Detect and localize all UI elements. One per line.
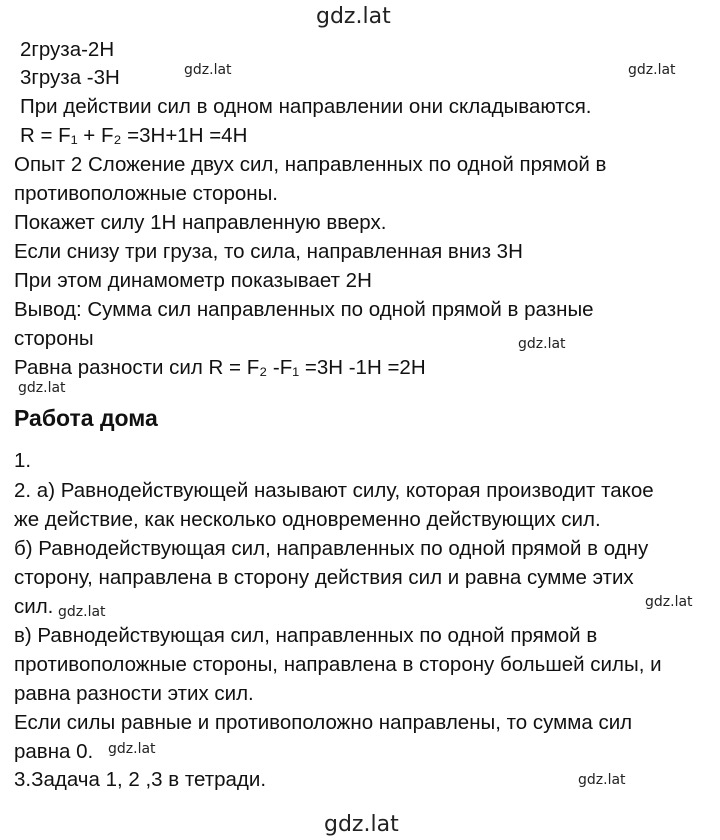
section-heading: Работа дома xyxy=(14,405,158,431)
hw-line-9: равна разности этих сил. xyxy=(14,682,254,705)
watermark: gdz.lat xyxy=(58,604,106,620)
hw-line-1: 1. xyxy=(14,449,32,472)
watermark: gdz.lat xyxy=(578,772,626,788)
text-line-9: При этом динамометр показывает 2Н xyxy=(14,269,372,292)
hw-line-3: же действие, как несколько одновременно действующих сил. xyxy=(14,508,601,531)
hw-line-11: равна 0. xyxy=(14,740,94,763)
text-line-5: Опыт 2 Сложение двух сил, направленных по одной прямой в xyxy=(14,153,607,176)
text-line-10: Вывод: Сумма сил направленных по одной прямой в разные xyxy=(14,298,594,321)
text-line-8: Если снизу три груза, то сила, направленная вниз 3Н xyxy=(14,240,523,263)
hw-line-2: 2. а) Равнодействующей называют силу, которая производит такое xyxy=(14,479,654,502)
text-line-2: 3груза -3Н xyxy=(20,66,120,89)
text-line-11: стороны xyxy=(14,327,94,350)
watermark-top: gdz.lat xyxy=(316,4,391,29)
formula-line: R = F₁ + F₂ =3Н+1Н =4Н xyxy=(20,124,248,147)
hw-line-8: противоположные стороны, направлена в сторону большей силы, и xyxy=(14,653,662,676)
hw-line-7: в) Равнодействующая сил, направленных по одной прямой в xyxy=(14,624,598,647)
hw-line-5: сторону, направлена в сторону действия сил и равна сумме этих xyxy=(14,566,634,589)
text-line-3: При действии сил в одном направлении они складываются. xyxy=(20,95,592,118)
text-line-1: 2груза-2Н xyxy=(20,38,115,61)
text-line-7: Покажет силу 1Н направленную вверх. xyxy=(14,211,387,234)
watermark: gdz.lat xyxy=(518,336,566,352)
hw-line-4: б) Равнодействующая сил, направленных по одной прямой в одну xyxy=(14,537,649,560)
watermark: gdz.lat xyxy=(628,62,676,78)
hw-line-12: 3.Задача 1, 2 ,3 в тетради. xyxy=(14,768,267,791)
hw-line-10: Если силы равные и противоположно направлены, то сумма сил xyxy=(14,711,633,734)
watermark: gdz.lat xyxy=(645,594,693,610)
formula-line: Равна разности сил R = F₂ -F₁ =3Н -1Н =2Н xyxy=(14,356,426,379)
watermark: gdz.lat xyxy=(108,741,156,757)
watermark: gdz.lat xyxy=(18,380,66,396)
watermark: gdz.lat xyxy=(184,62,232,78)
text-line-6: противоположные стороны. xyxy=(14,182,278,205)
watermark-bottom: gdz.lat xyxy=(324,812,399,837)
hw-line-6: сил. xyxy=(14,595,54,618)
